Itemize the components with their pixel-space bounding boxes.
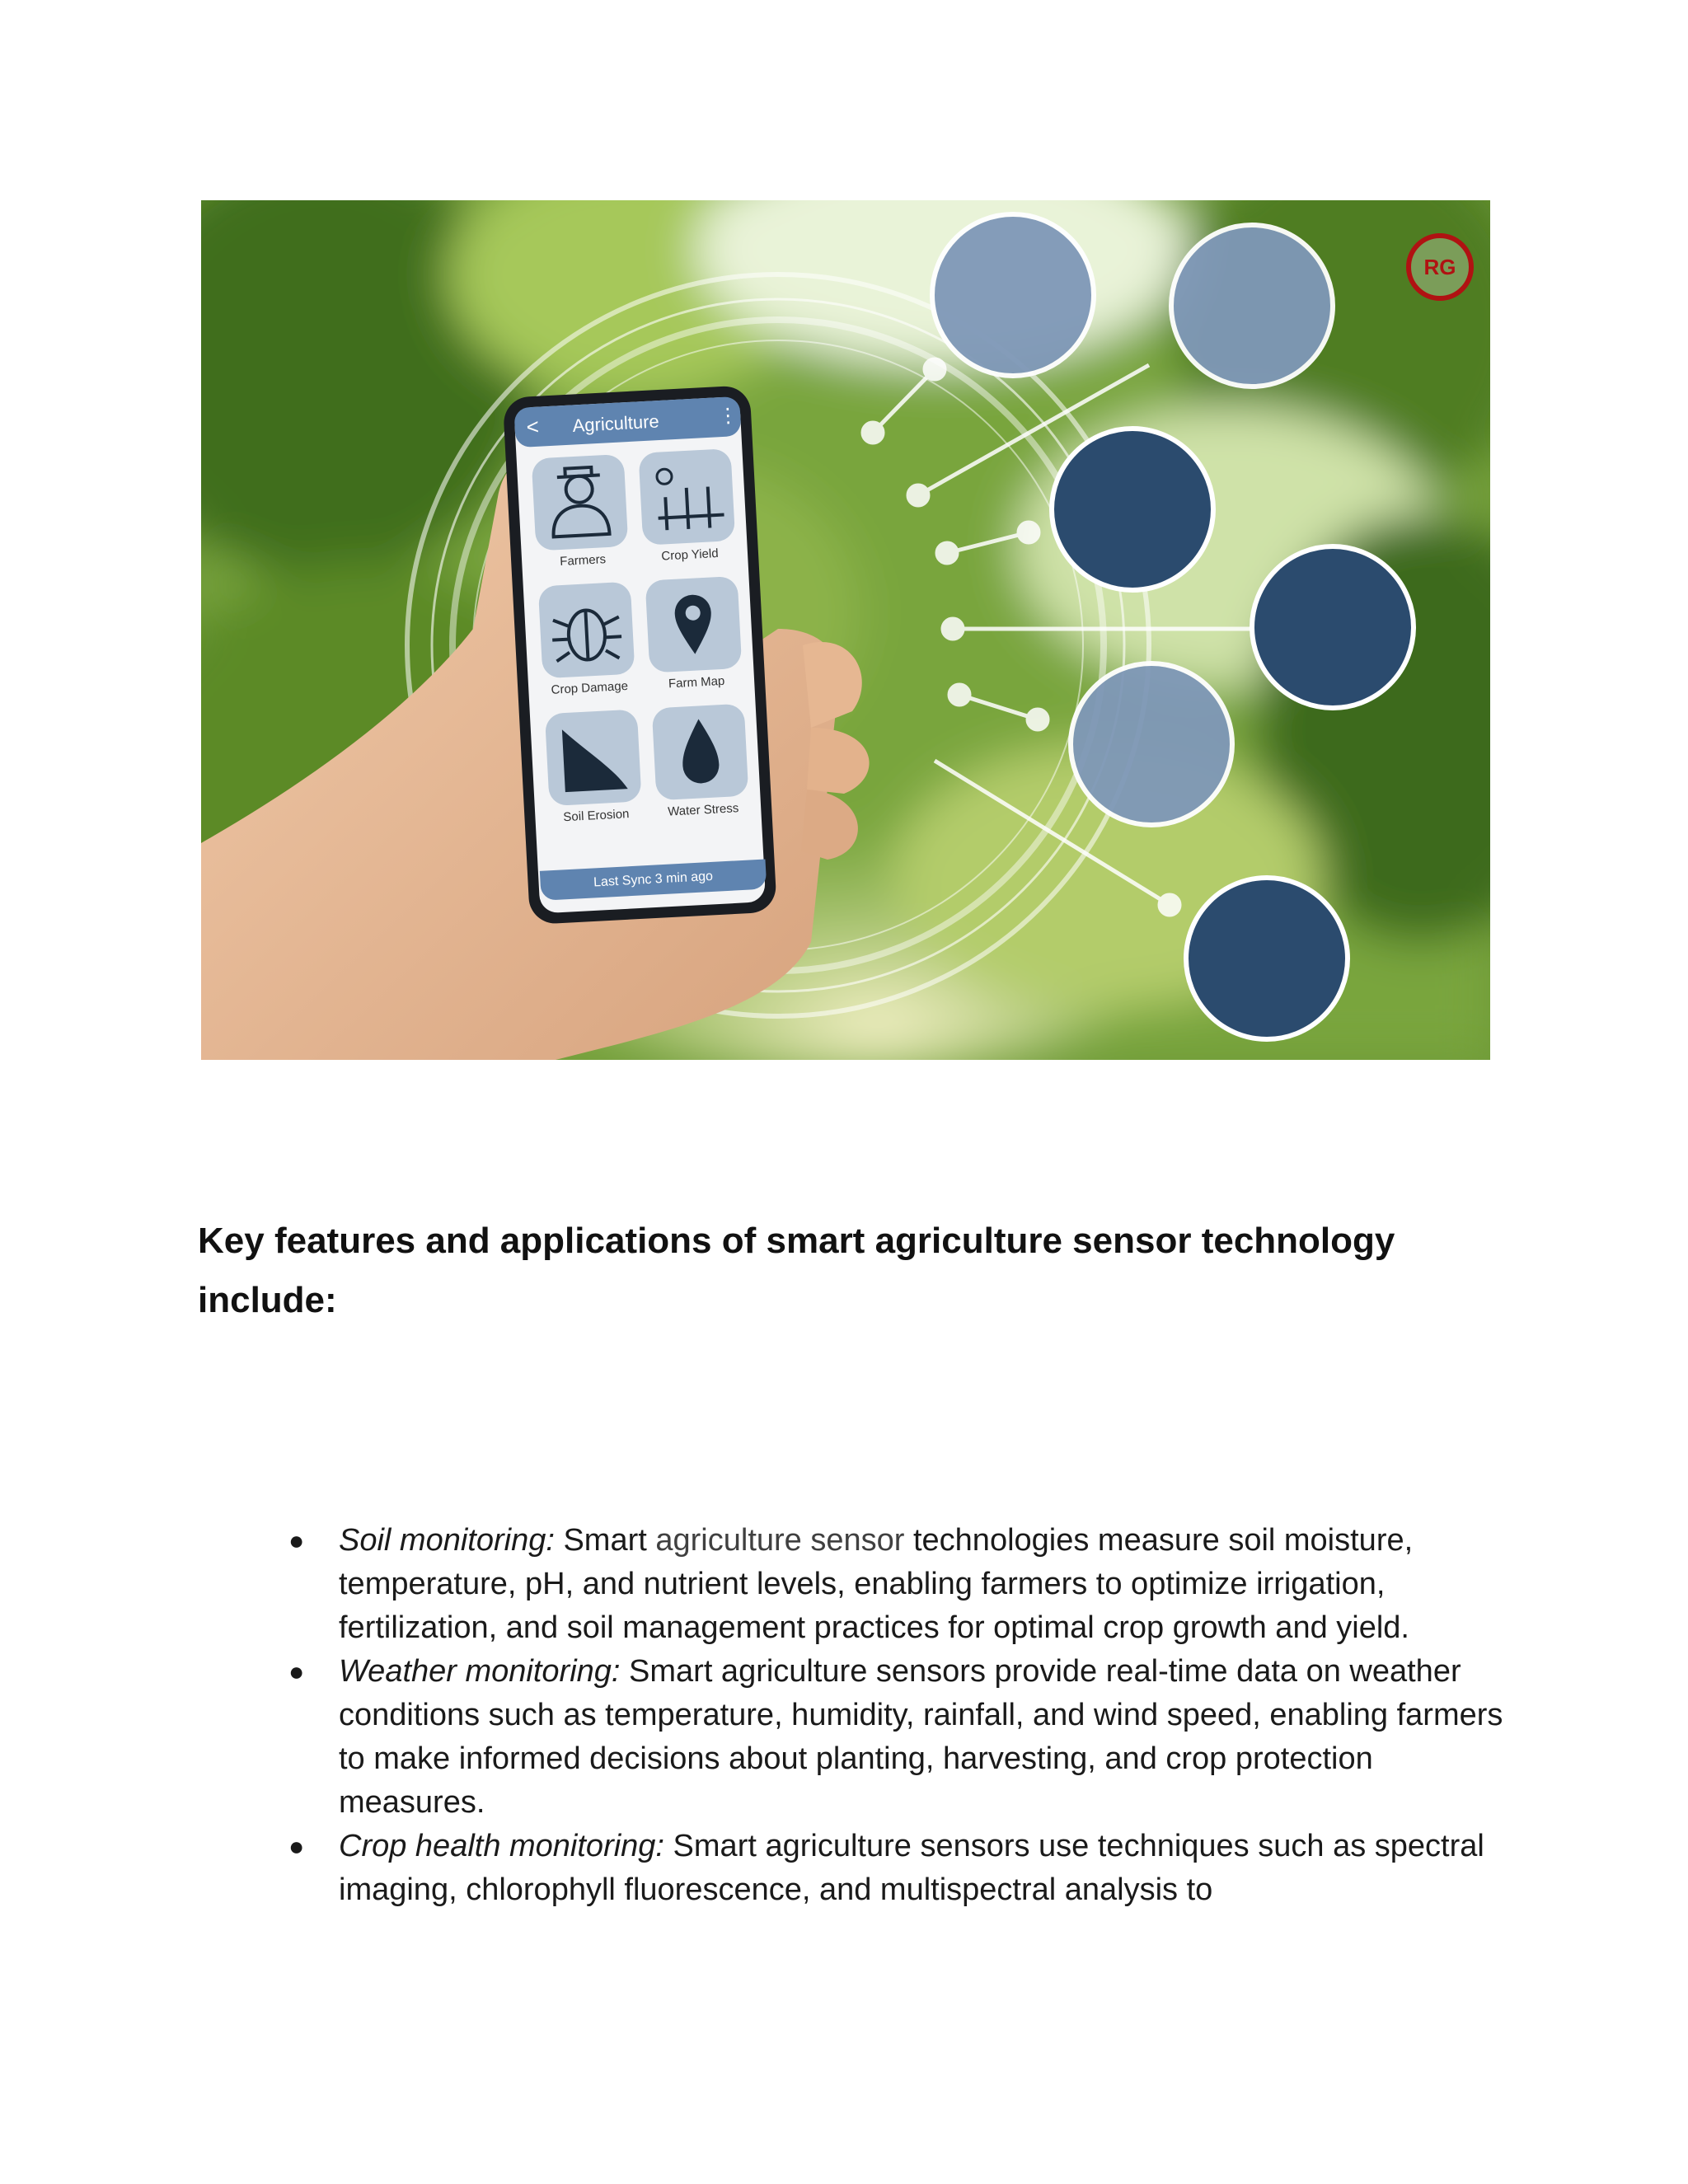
item-term: Soil monitoring: — [339, 1523, 555, 1558]
tile-label: Farm Map — [668, 673, 725, 691]
list-item: ● Crop health monitoring: Smart agriculture sensors use techniques such as spectral imaging, chlorophyll fluorescence, and multispectral analysis to — [247, 1825, 1517, 1912]
hero-image — [201, 200, 1490, 1060]
tile-label: Crop Damage — [551, 678, 629, 697]
sync-status: Last Sync 3 min ago — [593, 869, 714, 890]
back-button[interactable]: < — [525, 414, 540, 439]
bullet-marker: ● — [288, 1526, 305, 1555]
app-header-title: Agriculture — [571, 410, 660, 437]
brand-logo: RG — [1406, 233, 1474, 301]
agriculture-sensor-link[interactable]: agriculture sensor — [655, 1523, 905, 1558]
bullet-marker: ● — [288, 1657, 305, 1686]
list-item: ● Weather monitoring: Smart agriculture sensors provide real-time data on weather conditions such as temperature, humidity, rainfall, and wind speed, enabling farmers to make informed decisions about planting, harvesting, and crop protection measures. — [247, 1650, 1517, 1825]
item-term: Weather monitoring: — [339, 1654, 621, 1689]
menu-icon[interactable]: ⋮ — [717, 404, 738, 428]
list-item: ● Soil monitoring: Smart agriculture sensor technologies measure soil moisture, temperature, pH, and nutrient levels, enabling farmers to optimize irrigation, fertilization, and soil management practices for optimal crop growth and yield. — [247, 1519, 1517, 1650]
smartphone — [503, 385, 777, 925]
tile-label: Farmers — [559, 552, 607, 569]
item-term: Crop health monitoring: — [339, 1829, 664, 1863]
tile-label: Soil Erosion — [562, 807, 630, 825]
tile-label: Crop Yield — [661, 546, 720, 564]
tile-label: Water Stress — [667, 801, 739, 819]
bullet-marker: ● — [288, 1831, 305, 1861]
section-heading: Key features and applications of smart agriculture sensor technology include: — [198, 1221, 1395, 1320]
feature-list — [247, 1519, 1517, 1912]
